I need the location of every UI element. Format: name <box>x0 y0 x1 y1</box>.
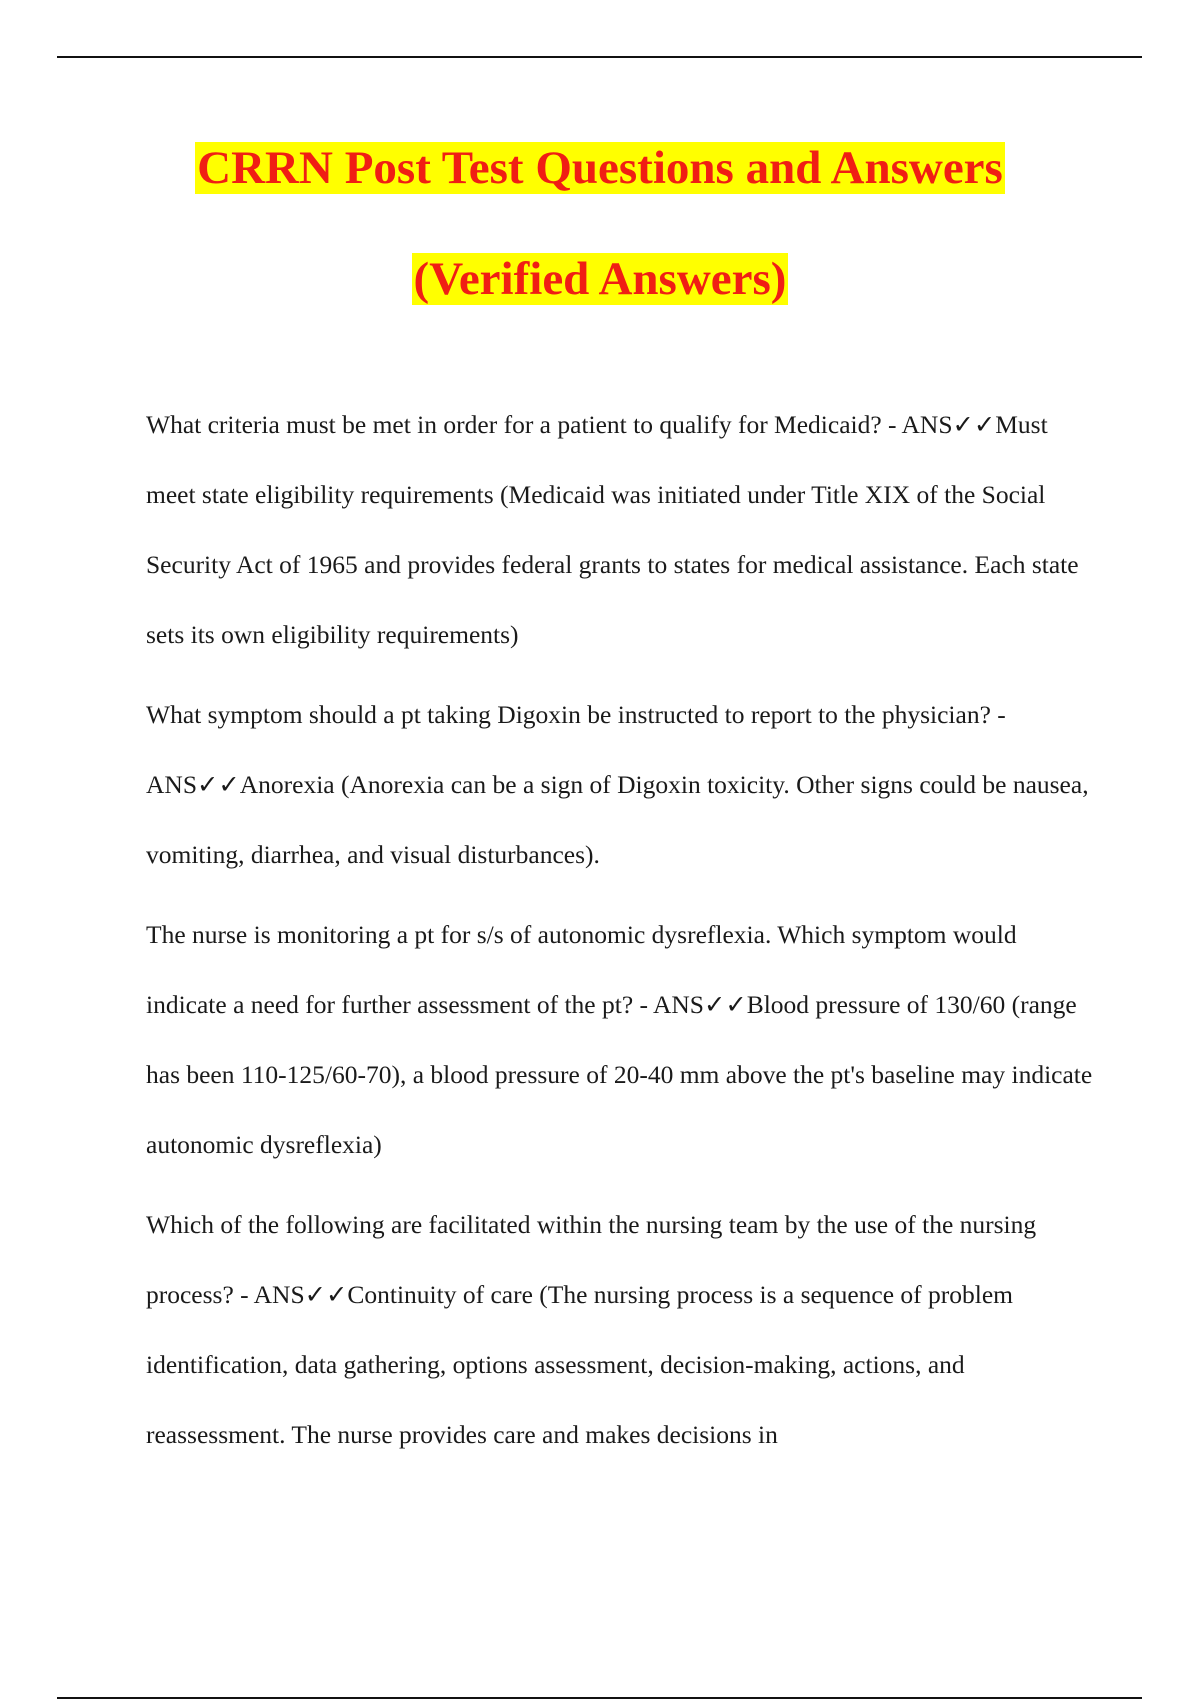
qa-list <box>146 390 1096 1480</box>
top-rule <box>57 56 1142 58</box>
title-line-1: CRRN Post Test Questions and Answers <box>197 142 1003 194</box>
qa-entry-medicaid: What criteria must be met in order for a patient to qualify for Medicaid? - ANS✓✓Must meet state eligibility requirements (Medicaid was initiated under Title XIX of the Social Security Act of 1965 and provides federal grants to states for medical assistance. Each state sets its own eligibility requirements) <box>146 410 1079 649</box>
title-line-2: (Verified Answers) <box>413 253 787 305</box>
document-title <box>0 140 1200 307</box>
bottom-rule <box>57 1697 1142 1699</box>
qa-entry-autonomic-dysreflexia: The nurse is monitoring a pt for s/s of autonomic dysreflexia. Which symptom would indicate a need for further assessment of the pt? - ANS✓✓Blood pressure of 130/60 (range has been 110-125/60-70), a blood pressure of 20-40 mm above the pt's baseline may indicate autonomic dysreflexia) <box>146 920 1093 1159</box>
qa-entry-digoxin: What symptom should a pt taking Digoxin be instructed to report to the physician? - ANS✓✓Anorexia (Anorexia can be a sign of Digoxin toxicity. Other signs could be nausea, vomiting, diarrhea, and visual disturbances). <box>146 700 1089 869</box>
qa-entry-nursing-process: Which of the following are facilitated within the nursing team by the use of the nursing process? - ANS✓✓Continuity of care (The nursing process is a sequence of problem identification, data gathering, options assessment, decision-making, actions, and reassessment. The nurse provides care and makes decisions in <box>146 1210 1037 1449</box>
